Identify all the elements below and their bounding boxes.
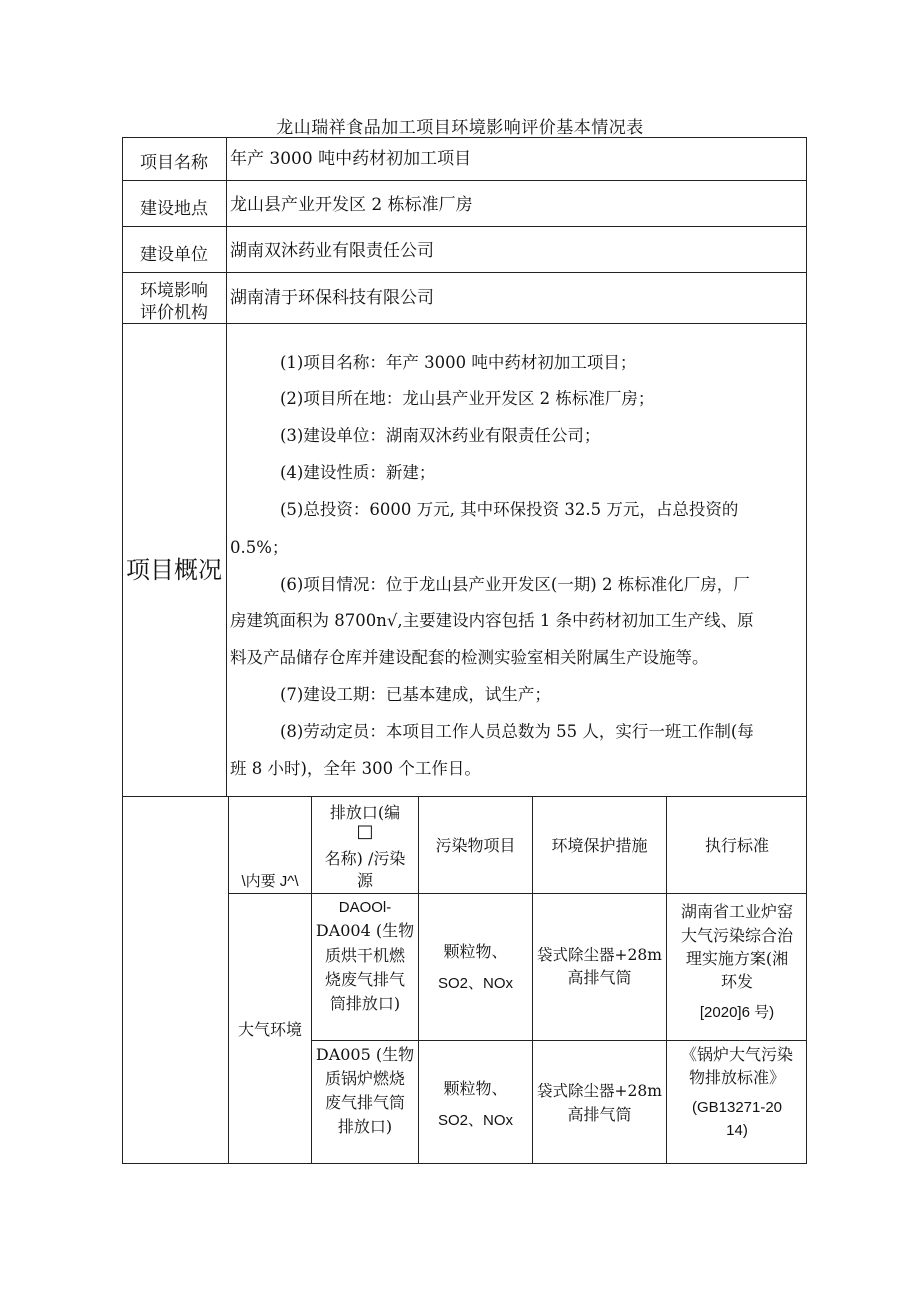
overview-item: 房建筑面积为 8700n√,主要建设内容包括 1 条中药材初加工生产线、原 — [230, 611, 754, 630]
outlet-line: 排放口) — [337, 1117, 393, 1136]
overview-item: (4)建设性质：新建； — [280, 463, 436, 482]
standard-line: 物排放标准》 — [688, 1068, 785, 1087]
eia-agency-label-2: 评价机构 — [140, 303, 208, 323]
pollutant-line: SO2、NOx — [437, 975, 513, 992]
header-corner: \内要 J^\ — [241, 873, 299, 890]
header-pollutant: 污染物项目 — [435, 836, 516, 855]
header-outlet-box: □ — [356, 821, 374, 842]
outlet-line: DA004 (生物 — [315, 921, 415, 940]
outlet-line: 废气排气筒 — [324, 1093, 405, 1112]
outlet-line: 筒排放口) — [329, 994, 401, 1013]
overview-item: 料及产品储存仓库并建设配套的检测实验室相关附属生产设施等。 — [230, 648, 709, 667]
project-name-value: 年产 3000 吨中药材初加工项目 — [230, 149, 472, 169]
pollutant-line: 颗粒物、 — [443, 1079, 508, 1098]
pollutant-line: SO2、NOx — [437, 1112, 513, 1129]
category-air: 大气环境 — [237, 1020, 302, 1039]
overview-item: (1)项目名称：年产 3000 吨中药材初加工项目； — [280, 353, 637, 372]
outlet-line: 质烘干机燃 — [324, 946, 405, 965]
standard-line: (GB13271-20 — [691, 1099, 783, 1116]
measure-line: 袋式除尘器+28m — [537, 1082, 662, 1100]
header-measure: 环境保护措施 — [551, 836, 648, 855]
measure-line: 袋式除尘器+28m — [537, 946, 662, 964]
outlet-line: DA005 (生物 — [315, 1045, 415, 1064]
standard-line: 理实施方案(湘 — [685, 949, 789, 968]
standard-line: 14) — [726, 1122, 748, 1139]
project-name-label: 项目名称 — [140, 153, 208, 173]
overview-item: (7)建设工期：已基本建成，试生产； — [280, 685, 551, 704]
overview-item: (2)项目所在地：龙山县产业开发区 2 栋标准厂房； — [280, 389, 655, 408]
overview-item: 0.5%； — [230, 538, 289, 557]
builder-value: 湖南双沐药业有限责任公司 — [230, 241, 434, 261]
page-title: 龙山瑞祥食品加工项目环境影响评价基本情况表 — [276, 118, 644, 138]
overview-item: (5)总投资：6000 万元, 其中环保投资 32.5 万元，占总投资的 — [280, 500, 739, 519]
overview-item: 班 8 小时)，全年 300 个工作日。 — [230, 759, 481, 778]
outlet-line: 烧废气排气 — [324, 970, 405, 989]
overview-item: (6)项目情况：位于龙山县产业开发区(一期) 2 栋标准化厂房，厂 — [280, 575, 750, 594]
eia-agency-value: 湖南清于环保科技有限公司 — [230, 288, 434, 308]
builder-label: 建设单位 — [140, 245, 208, 265]
standard-line: 大气污染综合治 — [680, 926, 793, 945]
location-value: 龙山县产业开发区 2 栋标准厂房 — [230, 195, 473, 215]
measure-line: 高排气筒 — [567, 1105, 632, 1124]
overview-item: (8)劳动定员：本项目工作人员总数为 55 人，实行一班工作制(每 — [280, 722, 754, 741]
overview-item: (3)建设单位：湖南双沐药业有限责任公司； — [280, 426, 601, 445]
pollutant-line: 颗粒物、 — [443, 942, 508, 961]
standard-line: [2020]6 号) — [699, 1004, 775, 1021]
outlet-line: DAOOl- — [338, 899, 392, 916]
header-standard: 执行标准 — [704, 836, 769, 855]
standard-line: 湖南省工业炉窑 — [680, 902, 793, 921]
standard-line: 环发 — [720, 972, 753, 991]
header-outlet-3: 源 — [356, 871, 373, 890]
header-outlet-1: 排放口(编 — [329, 803, 401, 822]
overview-label: 项目概况 — [126, 556, 222, 584]
location-label: 建设地点 — [140, 199, 208, 219]
header-outlet-2: 名称) /污染 — [324, 849, 406, 868]
eia-agency-label-1: 环境影响 — [140, 281, 208, 301]
outlet-line: 质锅炉燃烧 — [324, 1069, 405, 1088]
standard-line: 《锅炉大气污染 — [680, 1045, 793, 1064]
measure-line: 高排气筒 — [567, 968, 632, 987]
